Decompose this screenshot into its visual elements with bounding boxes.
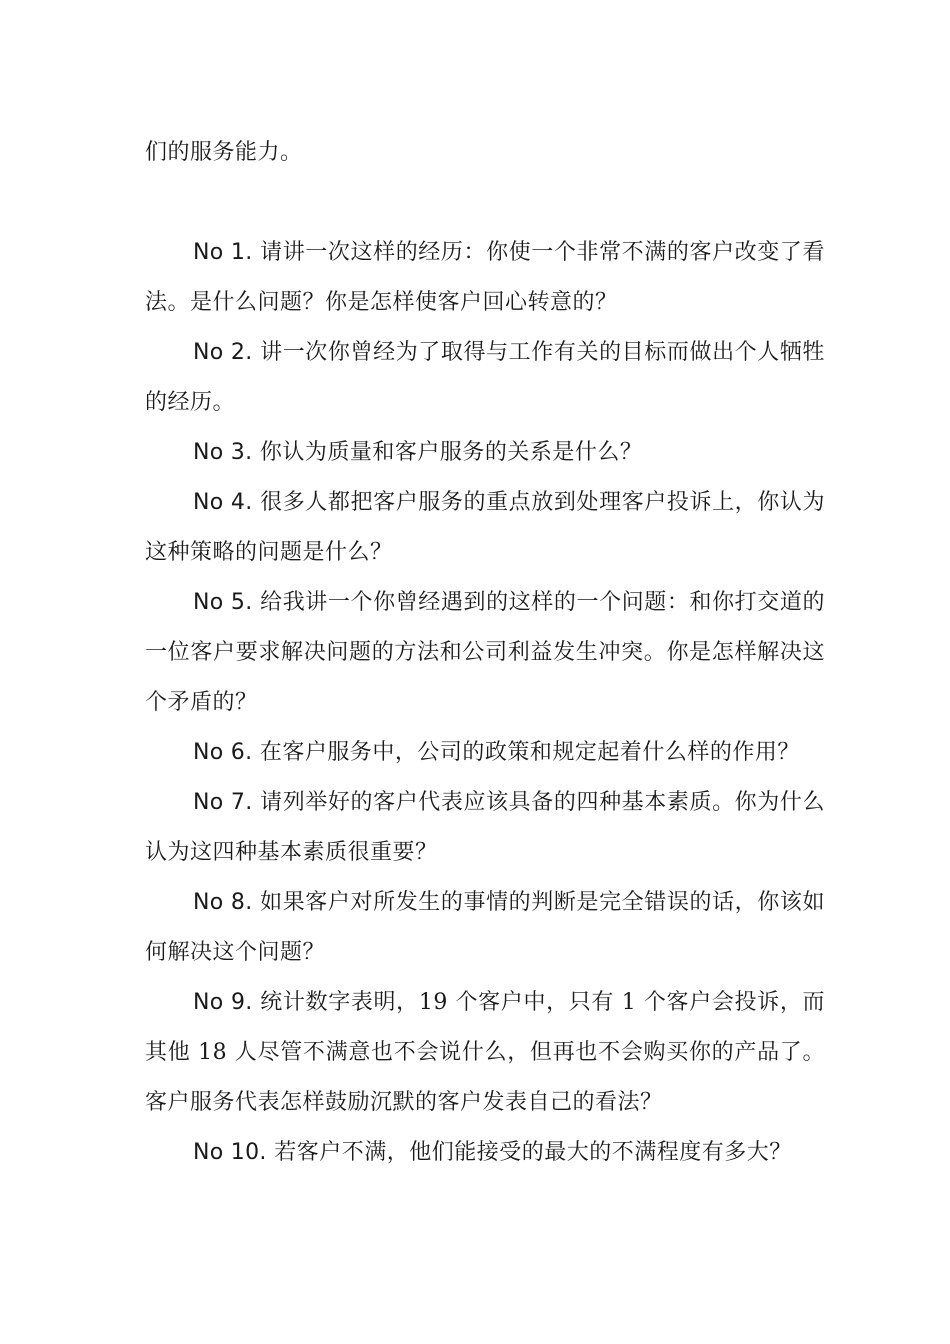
- question-text: 给我讲一个你曾经遇到的这样的一个问题：和你打交道的一位客户要求解决问题的方法和公司利益发生冲突。你是怎样解决这个矛盾的？: [145, 590, 825, 715]
- question-text: 在客户服务中，公司的政策和规定起着什么样的作用？: [259, 740, 800, 765]
- question-text: 请讲一次这样的经历：你使一个非常不满的客户改变了看法。是什么问题？你是怎样使客户回心转意的？: [145, 240, 825, 315]
- question-label: No 2.: [193, 340, 253, 365]
- question-label: No 1.: [193, 240, 253, 265]
- question-label: No 9.: [193, 990, 253, 1015]
- question-item-8: [145, 878, 825, 978]
- question-label: No 6.: [193, 740, 253, 765]
- question-item-9: [145, 978, 825, 1128]
- question-item-3: [145, 428, 825, 478]
- question-item-5: [145, 578, 825, 728]
- question-text: 讲一次你曾经为了取得与工作有关的目标而做出个人牺牲的经历。: [145, 340, 825, 415]
- question-item-1: [145, 228, 825, 328]
- document-body: [145, 128, 825, 1178]
- question-label: No 5.: [193, 590, 253, 615]
- question-text: 如果客户对所发生的事情的判断是完全错误的话，你该如何解决这个问题？: [145, 890, 825, 965]
- question-label: No 7.: [193, 790, 253, 815]
- question-item-4: [145, 478, 825, 578]
- question-item-10: [145, 1128, 825, 1178]
- question-label: No 4.: [193, 490, 253, 515]
- question-item-2: [145, 328, 825, 428]
- question-item-7: [145, 778, 825, 878]
- question-label: No 3.: [193, 440, 253, 465]
- question-text: 统计数字表明，19 个客户中，只有 1 个客户会投诉，而其他 18 人尽管不满意也不会说什么，但再也不会购买你的产品了。客户服务代表怎样鼓励沉默的客户发表自己的看法？: [145, 990, 825, 1115]
- question-text: 你认为质量和客户服务的关系是什么？: [259, 440, 643, 465]
- intro-paragraph-tail: 们的服务能力。: [145, 140, 303, 165]
- question-label: No 10.: [193, 1140, 267, 1165]
- question-label: No 8.: [193, 890, 253, 915]
- question-text: 很多人都把客户服务的重点放到处理客户投诉上，你认为这种策略的问题是什么？: [145, 490, 825, 565]
- question-text: 若客户不满，他们能接受的最大的不满程度有多大？: [274, 1140, 792, 1165]
- question-text: 请列举好的客户代表应该具备的四种基本素质。你为什么认为这四种基本素质很重要？: [145, 790, 825, 865]
- paragraph-gap: [145, 178, 825, 228]
- question-item-6: [145, 728, 825, 778]
